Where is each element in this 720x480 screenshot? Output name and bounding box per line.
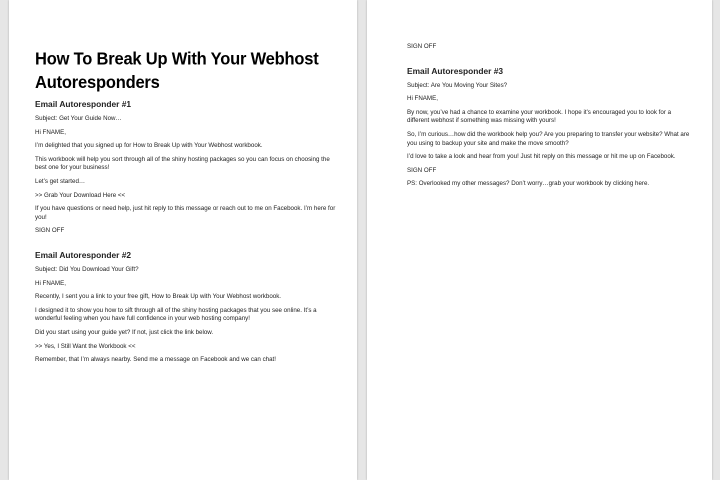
email-2-sign-off: SIGN OFF	[407, 43, 437, 50]
email-2-paragraph: Did you start using your guide yet? If not, just click the link below.	[35, 328, 214, 336]
email-2-greeting: Hi FNAME,	[35, 279, 66, 287]
email-1-greeting: Hi FNAME,	[35, 128, 66, 136]
email-3-paragraph: By now, you’ve had a chance to examine your workbook. I hope it’s encouraged you to look for a different webhost if something was missing with yours!	[407, 108, 672, 125]
email-2-paragraph: Remember, that I’m always nearby. Send me a message on Facebook and we can chat!	[35, 356, 276, 364]
email-2-subject: Subject: Did You Download Your Gift?	[35, 265, 139, 273]
email-2-heading: Email Autoresponder #2	[35, 249, 132, 260]
email-1-heading: Email Autoresponder #1	[35, 99, 132, 109]
email-3-greeting: Hi FNAME,	[407, 95, 438, 103]
email-1-download-link: >> Grab Your Download Here <<	[35, 191, 126, 199]
email-1-paragraph: Let’s get started…	[35, 177, 86, 185]
email-3-paragraph: So, I’m curious…how did the workbook help you? Are you preparing to transfer your website? What are you using to backup your site and make the move smooth?	[407, 130, 690, 147]
email-3-subject: Subject: Are You Moving Your Sites?	[407, 81, 508, 89]
email-2-paragraph: I designed it to show you how to sift through all of the shiny hosting packages that you see online. It’s a wonderful feeling when you have full confidence in your web hosting company!	[35, 306, 317, 323]
email-1-paragraph: If you have questions or need help, just hit reply to this message or reach out to me on Facebook. I’m here for you!	[35, 205, 336, 221]
email-1-subject: Subject: Get Your Guide Now…	[35, 115, 122, 122]
email-3-paragraph: I’d love to take a look and hear from you! Just hit reply on this message or hit me up on Facebook.	[407, 153, 676, 161]
document-page-right	[367, 0, 712, 480]
email-3-postscript: PS: Overlooked my other messages? Don’t worry…grab your workbook by clicking here.	[407, 180, 650, 188]
email-1-sign-off: SIGN OFF	[35, 227, 65, 235]
document-title: How To Break Up With Your Webhost Autoresponders	[35, 49, 319, 93]
email-3-sign-off: SIGN OFF	[407, 166, 437, 174]
email-1-paragraph: This workbook will help you sort through all of the shiny hosting packages so you can focus on choosing the best one for your business!	[35, 155, 330, 172]
email-2-paragraph: Recently, I sent you a link to your free gift, How to Break Up with Your Webhost workbook.	[35, 293, 282, 301]
email-3-heading: Email Autoresponder #3	[407, 65, 504, 76]
email-1-paragraph: I’m delighted that you signed up for How to Break Up with Your Webhost workbook.	[35, 142, 263, 150]
email-2-workbook-link: >> Yes, I Still Want the Workbook <<	[35, 342, 136, 350]
document-page-left	[9, 0, 357, 480]
